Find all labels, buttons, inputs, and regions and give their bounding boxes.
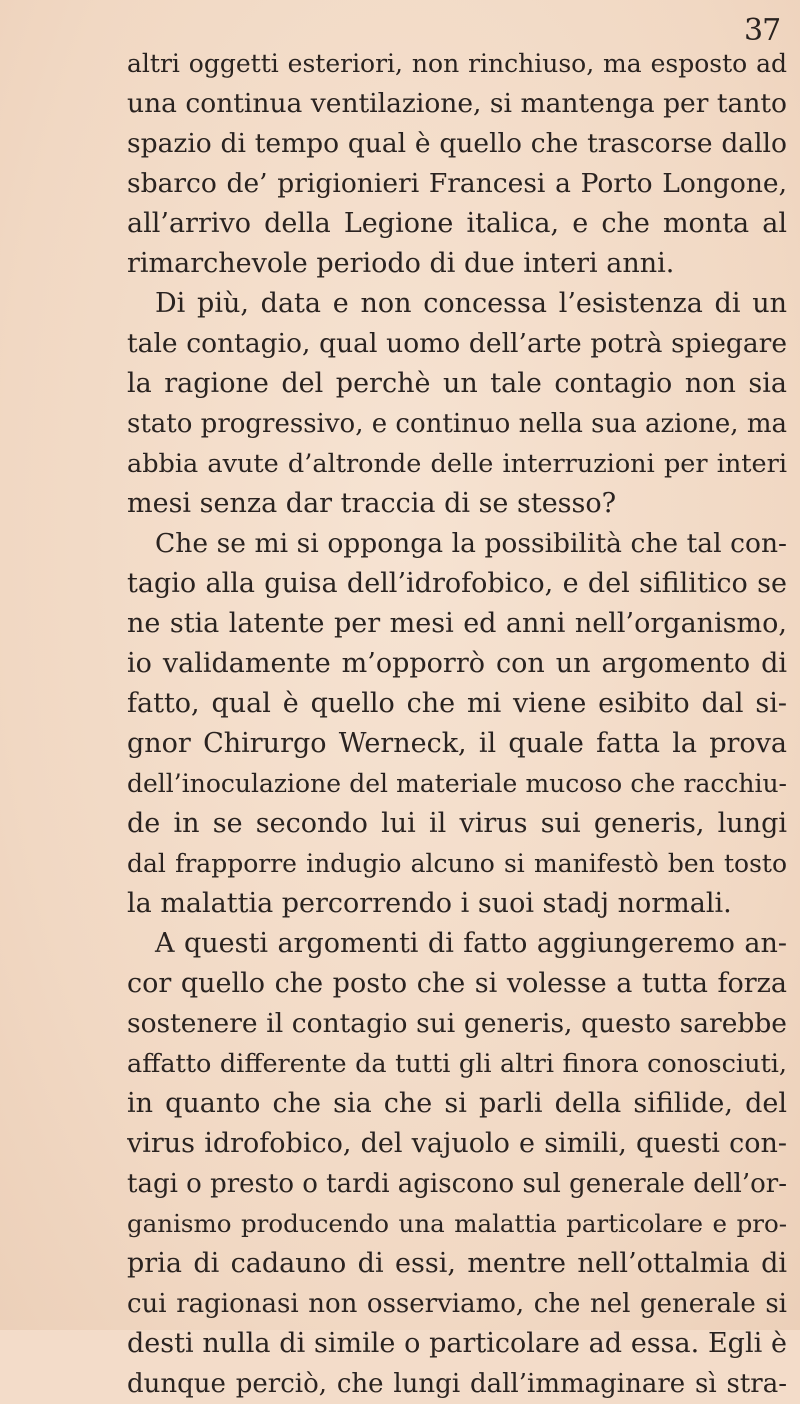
text-line: cui ragionasi non osserviamo, che nel generale si: [127, 1289, 787, 1319]
text-line: abbia avute d’altronde delle interruzioni per interi: [127, 449, 787, 479]
text-line: tagio alla guisa dell’idrofobico, e del sifilitico se: [127, 568, 787, 599]
text-line: pria di cadauno di essi, mentre nell’ottalmia di: [127, 1248, 787, 1279]
page-body-text: [127, 44, 787, 1404]
text-line: sbarco de’ prigionieri Francesi a Porto Longone,: [127, 168, 787, 199]
text-line: A questi argomenti di fatto aggiungeremo an-: [155, 928, 787, 959]
text-line: sostenere il contagio sui generis, questo sarebbe: [127, 1008, 787, 1039]
text-line: virus idrofobico, del vajuolo e simili, questi con-: [127, 1128, 787, 1159]
page-number: 37: [744, 13, 781, 48]
text-line: mesi senza dar traccia di se stesso?: [127, 488, 617, 519]
text-line: all’arrivo della Legione italica, e che monta al: [127, 208, 787, 239]
text-line: dal frapporre indugio alcuno si manifestò ben tosto: [127, 849, 787, 878]
text-line: stato progressivo, e continuo nella sua azione, ma: [127, 409, 787, 439]
text-line: desti nulla di simile o particolare ad essa. Egli è: [127, 1328, 787, 1359]
text-line: ganismo producendo una malattia particolare e pro-: [127, 1209, 787, 1238]
text-line: fatto, qual è quello che mi viene esibito dal si-: [127, 688, 787, 719]
text-line: gnor Chirurgo Werneck, il quale fatta la prova: [127, 728, 787, 759]
text-line: Di più, data e non concessa l’esistenza di un: [155, 288, 787, 319]
text-line: la ragione del perchè un tale contagio non sia: [127, 368, 787, 399]
text-line: una continua ventilazione, si mantenga per tanto: [127, 88, 787, 119]
text-line: affatto differente da tutti gli altri finora conosciuti,: [127, 1049, 787, 1079]
text-line: tagi o presto o tardi agiscono sul generale dell’or-: [127, 1169, 787, 1199]
text-line: in quanto che sia che si parli della sifilide, del: [127, 1088, 787, 1119]
text-line: Che se mi si opponga la possibilità che tal con-: [155, 528, 787, 559]
text-line: rimarchevole periodo di due interi anni.: [127, 248, 675, 279]
text-line: altri oggetti esteriori, non rinchiuso, ma esposto ad: [127, 49, 787, 78]
text-line: cor quello che posto che si volesse a tutta forza: [127, 968, 787, 999]
text-line: ne stia latente per mesi ed anni nell’organismo,: [127, 608, 787, 639]
text-line: la malattia percorrendo i suoi stadj normali.: [127, 888, 732, 919]
text-line: tale contagio, qual uomo dell’arte potrà spiegare: [127, 328, 787, 359]
text-line: de in se secondo lui il virus sui generis, lungi: [127, 808, 787, 839]
text-line: dell’inoculazione del materiale mucoso che racchiu-: [127, 769, 787, 798]
text-line: dunque perciò, che lungi dall’immaginare sì stra-: [127, 1369, 787, 1399]
text-line: io validamente m’opporrò con un argomento di: [127, 648, 787, 679]
text-line: spazio di tempo qual è quello che trascorse dallo: [127, 128, 787, 159]
